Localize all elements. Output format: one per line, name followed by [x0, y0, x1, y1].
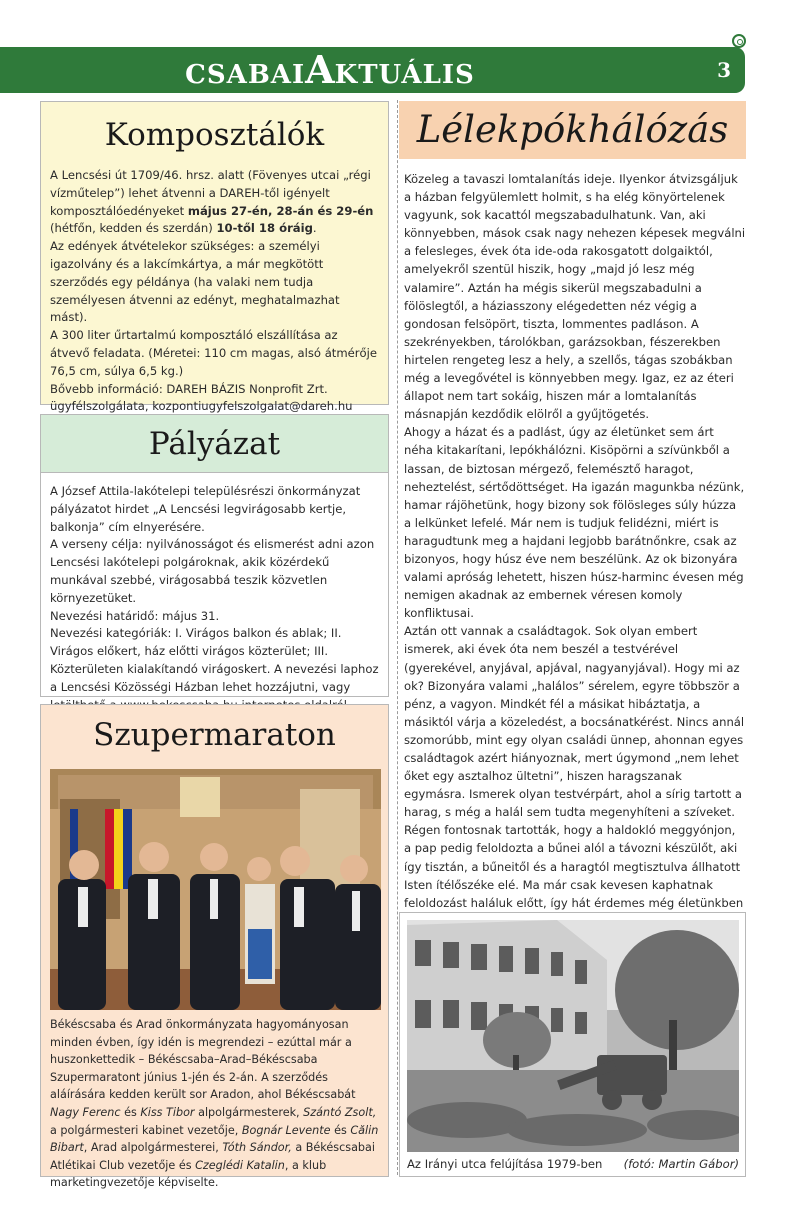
lelekpokhalozas-paragraph-3: Aztán ott vannak a családtagok. Sok olyan embert ismerek, aki évek óta nem beszél a testvérével (gyerekével, anyjával, apjával, nagyanyjával). Hogy mi az ok? Bizonyára valami „halálos” sérelem, egyre többször a pénz, a vagyon. Mindkét fél a másikat hibáztatja, a másiktól várja a közeledést, a bocsánatkérést. Nincs annál szomorúbb, mint egy olyan családi ünnep, ahonnan egyes családtagok azért hiányoznak, mert úgymond „nem lehet őket egy asztalhoz ültetni”, hiszen haragszanak egymásra. Ismerek olyan testvérpárt, ahol a sírig tartott a harag, s még a halál sem tudta megenyhíteni a szíveket. Régen fontosnak tartották, hogy a haldokló meggyónjon, a pap pedig feloldozta a bűnei alól a távozni készülőt, aki így tisztán, a bűneitől és a haragtól megtisztulva állhatott Isten ítélőszéke elé. Ma már csak kevesen kaphatnak feloldozást haláluk előtt, így hát érdemes még életünkben: [404, 624, 745, 910]
palyazat-paragraph-2: A verseny célja: nyilvánosságot és elismerést adni azon Lencsési lakótelepi polgároknak, akik közérdekű munkával szebbé, virágosabbá teszik közvetlen környezetüket.: [50, 537, 375, 605]
name-italic: Czeglédi Katalin: [195, 1158, 285, 1172]
szupermaraton-box: [40, 704, 389, 1190]
text-span: alpolgármesterek,: [194, 1105, 304, 1119]
street-photo-caption-row: [407, 1155, 739, 1173]
name-italic: Nagy Ferenc: [50, 1105, 121, 1119]
header-bar: [0, 47, 745, 93]
palyazat-box: [40, 414, 389, 697]
masthead-part-2: KTUÁLIS: [334, 60, 475, 90]
dates-bold: május 27-én, 28-án és 29-én: [187, 203, 374, 218]
name-italic: Szántó Zsolt,: [303, 1105, 377, 1119]
lelekpokhalozas-body: [399, 159, 746, 966]
komposztalok-body: [41, 167, 388, 416]
street-photo: [407, 920, 739, 1152]
street-photo-caption: Az Irányi utca felújítása 1979-ben: [407, 1157, 603, 1171]
photo-credit: (fotó: Martin Gábor): [623, 1157, 739, 1171]
palyazat-title: Pályázat: [148, 426, 281, 462]
text-span: A Lencsési út 1709/46. hrsz. alatt (Fövenyes utcai „régi vízműtelep”) lehet átvenni a DAREH-től igényelt komposztálóedényeket: [50, 168, 371, 218]
name-italic: Kiss Tibor: [140, 1105, 195, 1119]
masthead-part-1: CSABAI: [185, 60, 306, 90]
name-italic: Tóth Sándor,: [222, 1141, 292, 1155]
masthead-title: [0, 47, 660, 93]
street-photo-illustration: [407, 920, 739, 1152]
time-bold: 10-től 18 óráig: [216, 221, 313, 236]
lelekpokhalozas-paragraph-2: Ahogy a házat és a padlást, úgy az életünket sem árt néha kitakarítani, lepókhálózni. Kisöpörni a szívünkből a lassan, de biztosan mérgező, felemésztő haragot, neheztelést, sértődöttséget. Ha igazán magunkba nézünk, hamar rájöhetünk, hogy bizony sok fölösleges súly húzza a lelkünket lefelé. Már nem is tudjuk felidézni, miért is haragudtunk meg a hajdani legjobb barátnőnkre, csak az bizonyos, hogy húsz éve nem beszélünk. Az ok bizonyára valami apróság lehetett, hiszen húsz-harminc évesen még nemigen akadnak az embernek véresen komoly konfliktusai.: [404, 425, 745, 621]
szupermaraton-title: Szupermaraton: [93, 717, 336, 753]
komposztalok-paragraph-3: A 300 liter űrtartalmú komposztáló elszállítása az átvevő feladata. (Méretei: 110 cm magas, alsó átmérője 76,5 cm, súlya 6,5 kg.): [50, 328, 377, 378]
lelekpokhalozas-title-band: [399, 101, 746, 159]
group-photo: [50, 769, 381, 1010]
komposztalok-paragraph-2: Az edények átvételekor szükséges: a személyi igazolvány és a lakcímkártya, a már megkötött szerződés egy példánya (ha valaki nem tudja személyesen átvenni az edényt, meghatalmazhat mást).: [50, 239, 340, 325]
komposztalok-paragraph-1: [50, 167, 379, 238]
palyazat-paragraph-1: A József Attila-lakótelepi településrészi önkormányzat pályázatot hirdet „A Lencsési legvirágosabb kertje, balkonja” cím elnyerésére.: [50, 484, 361, 534]
komposztalok-paragraph-4: Bővebb információ: DAREH BÁZIS Nonprofit Zrt. ügyfélszolgálata, kozpontiugyfelszolgalat@dareh.hu: [50, 381, 353, 414]
swirl-ornament-icon: [732, 34, 746, 48]
text-span: , Arad alpolgármesterei,: [83, 1141, 223, 1155]
text-span: .: [312, 221, 317, 236]
palyazat-paragraph-3: Nevezési határidő: május 31.: [50, 608, 220, 623]
text-span: és: [120, 1105, 141, 1119]
page-number: 3: [717, 58, 731, 82]
komposztalok-title: Komposztálók: [104, 117, 325, 153]
text-span: és: [330, 1123, 351, 1137]
text-span: a polgármesteri kabinet vezetője,: [50, 1123, 242, 1137]
iranyi-utca-photo-box: [399, 912, 746, 1177]
text-span: Békéscsaba és Arad önkormányzata hagyományosan minden évben, így idén is megrendezi – ezúttal már a huszonkettedik – Békéscsaba–Arad–Békéscsaba Szupermaratont június 1-jén és 2-án. A szerződés aláírására kedden került sor Aradon, ahol Békéscsabát: [50, 1018, 356, 1102]
szupermaraton-caption: [50, 1016, 383, 1192]
lelekpokhalozas-article: [399, 101, 746, 910]
komposztalok-box: [40, 101, 389, 414]
palyazat-title-band: [41, 415, 388, 473]
column-divider: [397, 100, 398, 1175]
group-photo-illustration: [50, 769, 381, 1010]
palyazat-paragraph-4: Nevezési kategóriák: I. Virágos balkon és ablak; II. Virágos előkert, ház előtti virágos közterület; III. Közterületen kialakítandó virágoskert. A nevezési laphoz a Lencsési Közösségi Házban lehet hozzájutni, vagy: [50, 626, 379, 694]
text-span: (hétfőn, kedden és szerdán): [50, 221, 217, 236]
lelekpokhalozas-paragraph-1: Közeleg a tavaszi lomtalanítás ideje. Ilyenkor átvizsgáljuk a házban felgyülemlett holmit, s ha elég könyörtelenek vagyunk, sok kacattól megszabadulhatunk. Van, aki könnyebben, mások csak nagy nehezen képesek megválni a felesleges, évek óta ide-oda rakosgatott dolgaiktól, amelyekről szentül hiszik, hogy „majd jó lesz még valamire”. Aztán ha mégis sikerül megszabadulni a fölöslegtől, a háziasszony elégedetten néz végig a gondosan felsöpört, tiszta, lommentes padláson. A szekrényekben, tárolókban, garázsokban, fészerekben hirtelen rengeteg lesz a hely, a szellős, tágas szobákban még a levegővétel is könnyebben megy. Igaz, ez az éteri állapot nem tart sokáig, hiszen már a lomtalanítás másnapján kezdődik elölről a gyűjtögetés.: [404, 172, 746, 422]
name-italic: Bognár Levente: [241, 1123, 331, 1137]
name-italic: Călin Bibart: [50, 1123, 379, 1155]
lelekpokhalozas-title: Lélekpókhálózás: [416, 108, 729, 151]
text-span: a Békéscsabai Atlétikai Club vezetője és: [50, 1141, 375, 1172]
palyazat-body: [41, 473, 388, 714]
masthead-big-letter: A: [305, 47, 335, 92]
text-span: , a klub marketingvezetője képviselte.: [50, 1158, 327, 1190]
